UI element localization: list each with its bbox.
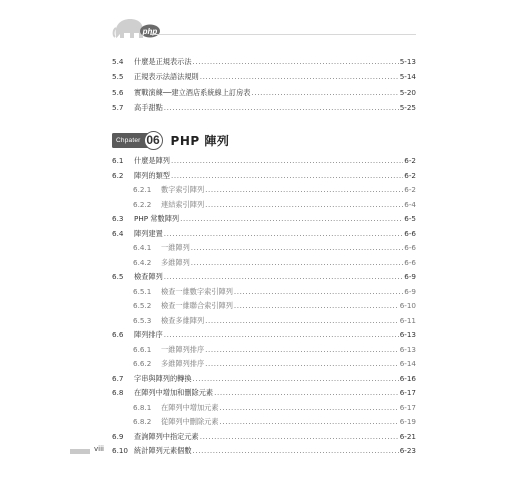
toc-subentry	[112, 415, 416, 428]
toc-entry-title: 什麼是陣列	[134, 156, 170, 165]
toc-entry-title: 高手甜點	[134, 102, 163, 112]
toc-entry-page: 6-13	[399, 330, 416, 339]
toc-entry-number: 6.5.2	[133, 301, 152, 310]
toc-subentry	[112, 241, 416, 254]
chapter-badge	[112, 133, 162, 148]
toc-entry-title: 檢查陣列	[134, 272, 163, 281]
toc-entry-page: 6-9	[404, 286, 416, 296]
toc-entry-page: 6-21	[399, 431, 416, 441]
toc-entry-title: 檢查多維陣列	[161, 315, 205, 325]
toc-entry-title: 陣列排序	[134, 330, 163, 339]
toc-leader-dots	[164, 227, 403, 240]
toc-entry-number: 6.8.2	[133, 417, 152, 426]
toc-entry-title: 統計陣列元素個數	[134, 446, 192, 455]
toc-entry-page: 6-9	[404, 272, 416, 281]
toc-leader-dots	[164, 101, 399, 114]
toc-entry-title: 多維陣列排序	[161, 359, 205, 368]
toc-entry-number: 6.2.2	[133, 199, 152, 209]
toc-subentry	[112, 314, 416, 327]
toc-entry-page: 6-17	[399, 388, 416, 397]
toc-entry	[112, 227, 416, 240]
toc-entry-page: 6-6	[404, 243, 416, 252]
toc-entry-number: 5.5	[112, 72, 124, 82]
toc-entry-number: 6.7	[112, 373, 124, 383]
toc-leader-dots	[164, 270, 403, 283]
chapter-number: 06	[144, 131, 163, 150]
toc-leader-dots	[220, 415, 399, 428]
toc-entry-title: 在陣列中增加和刪除元素	[134, 388, 214, 397]
toc-entry-number: 6.10	[112, 446, 129, 455]
toc-subentry	[112, 343, 416, 356]
toc-subentry	[112, 285, 416, 298]
toc-entry-page: 5-13	[399, 57, 416, 66]
toc-entry-number: 6.4.1	[133, 243, 152, 252]
toc-entry-page: 5-14	[399, 72, 416, 82]
chapter-word: Chpater	[116, 136, 141, 144]
toc-entry-page: 6-23	[399, 446, 416, 455]
toc-entry	[112, 212, 416, 225]
toc-entry	[112, 444, 416, 457]
toc-entry-number: 6.1	[112, 156, 124, 165]
toc-leader-dots	[191, 256, 403, 269]
toc-entry-number: 5.6	[112, 87, 124, 97]
toc-subentry	[112, 401, 416, 414]
toc-entry-title: 實戰演練──建立酒店系統線上訂房表	[134, 87, 251, 97]
toc-entry-page: 6-5	[404, 214, 416, 223]
toc-leader-dots	[193, 444, 399, 457]
toc-subentry	[112, 357, 416, 370]
toc-entry-title: 從陣列中刪除元素	[161, 417, 219, 426]
toc-entry-number: 6.6.2	[133, 359, 152, 368]
toc-entry-page: 6-6	[404, 257, 416, 267]
toc-entry-number: 6.9	[112, 431, 124, 441]
toc-entry-page: 6-4	[404, 199, 416, 209]
toc-entry-number: 6.5.1	[133, 286, 152, 296]
toc-entry	[112, 328, 416, 341]
toc-leader-dots	[164, 328, 399, 341]
toc-leader-dots	[205, 357, 399, 370]
toc-entry-number: 6.8	[112, 388, 124, 397]
php-logo-text: php	[142, 27, 158, 36]
toc-entry-page: 6-11	[399, 315, 416, 325]
toc-entry	[112, 386, 416, 399]
toc-leader-dots	[251, 86, 398, 99]
footer-page-number: viii	[94, 445, 104, 453]
toc-entry	[112, 86, 416, 99]
toc-leader-dots	[193, 372, 399, 385]
toc-leader-dots	[214, 386, 399, 399]
toc-entry	[112, 101, 416, 114]
toc-entry	[112, 372, 416, 385]
toc-entry-number: 6.8.1	[133, 402, 152, 412]
toc-leader-dots	[205, 343, 399, 356]
toc-entry-page: 6-17	[399, 402, 416, 412]
toc-entry-number: 6.6.1	[133, 344, 152, 354]
toc-subentry	[112, 256, 416, 269]
toc-entry-title: 查詢陣列中指定元素	[134, 431, 199, 441]
toc-entry	[112, 169, 416, 182]
toc-leader-dots	[205, 198, 403, 211]
toc-entry-number: 6.5	[112, 272, 124, 281]
toc-entry-title: 一維陣列排序	[161, 344, 205, 354]
toc-entry-title: 正規表示法語法規則	[134, 72, 199, 82]
toc-entry-page: 6-6	[404, 228, 416, 238]
toc-subentry	[112, 198, 416, 211]
toc-entry-number: 6.4.2	[133, 257, 152, 267]
toc-leader-dots	[171, 154, 403, 167]
toc-entry-title: 一維陣列	[161, 243, 190, 252]
toc-entry-number: 6.5.3	[133, 315, 152, 325]
toc-entry	[112, 70, 416, 83]
toc-entry-title: 檢查一維聯合索引陣列	[161, 301, 233, 310]
toc-entry-title: 多維陣列	[161, 257, 190, 267]
toc-entry-page: 5-20	[399, 87, 416, 97]
toc-entry-title: 檢查一維數字索引陣列	[161, 286, 233, 296]
toc-leader-dots	[191, 241, 403, 254]
toc-leader-dots	[205, 183, 403, 196]
toc-entry-number: 6.2	[112, 170, 124, 180]
toc-entry-page: 6-14	[399, 359, 416, 368]
elephant-icon	[112, 14, 162, 42]
toc-entry-title: 什麼是正規表示法	[134, 57, 192, 66]
toc-leader-dots	[234, 299, 399, 312]
toc-entry	[112, 430, 416, 443]
toc-entry-page: 6-19	[399, 417, 416, 426]
toc-subentry	[112, 299, 416, 312]
toc-entry-page: 5-25	[399, 102, 416, 112]
toc-leader-dots	[200, 430, 399, 443]
toc-entry	[112, 270, 416, 283]
toc-leader-dots	[193, 55, 399, 68]
toc-entry-title: 在陣列中增加元素	[161, 402, 219, 412]
toc-entry-number: 6.2.1	[133, 185, 152, 194]
toc-entry-number: 6.3	[112, 214, 124, 223]
toc-entry	[112, 154, 416, 167]
toc-entry-page: 6-16	[399, 373, 416, 383]
toc-entry	[112, 55, 416, 68]
toc-entry-number: 5.7	[112, 102, 124, 112]
toc-entry-page: 6-10	[399, 301, 416, 310]
toc-entry-page: 6-2	[404, 185, 416, 194]
toc-leader-dots	[180, 212, 403, 225]
toc-leader-dots	[220, 401, 399, 414]
toc-entry-title: 連結索引陣列	[161, 199, 205, 209]
toc-entry-number: 6.6	[112, 330, 124, 339]
toc-subentry	[112, 183, 416, 196]
footer-bar	[70, 449, 90, 454]
toc-entry-page: 6-13	[399, 344, 416, 354]
toc-entry-number: 6.4	[112, 228, 124, 238]
chapter-heading	[112, 130, 229, 150]
toc-entry-title: 陣列建置	[134, 228, 163, 238]
toc-entry-title: 陣列的類型	[134, 170, 170, 180]
header-rule	[150, 34, 416, 35]
toc-leader-dots	[200, 70, 399, 83]
toc-entry-page: 6-2	[404, 156, 416, 165]
toc-entry-title: 數字索引陣列	[161, 185, 205, 194]
toc-entry-title: PHP 常數陣列	[134, 214, 180, 223]
chapter-title: PHP 陣列	[170, 133, 230, 148]
toc-entry-page: 6-2	[404, 170, 416, 180]
toc-entry-title: 字串與陣列的轉換	[134, 373, 192, 383]
toc-entry-number: 5.4	[112, 57, 124, 66]
toc-leader-dots	[234, 285, 403, 298]
toc-leader-dots	[171, 169, 403, 182]
toc-leader-dots	[205, 314, 399, 327]
